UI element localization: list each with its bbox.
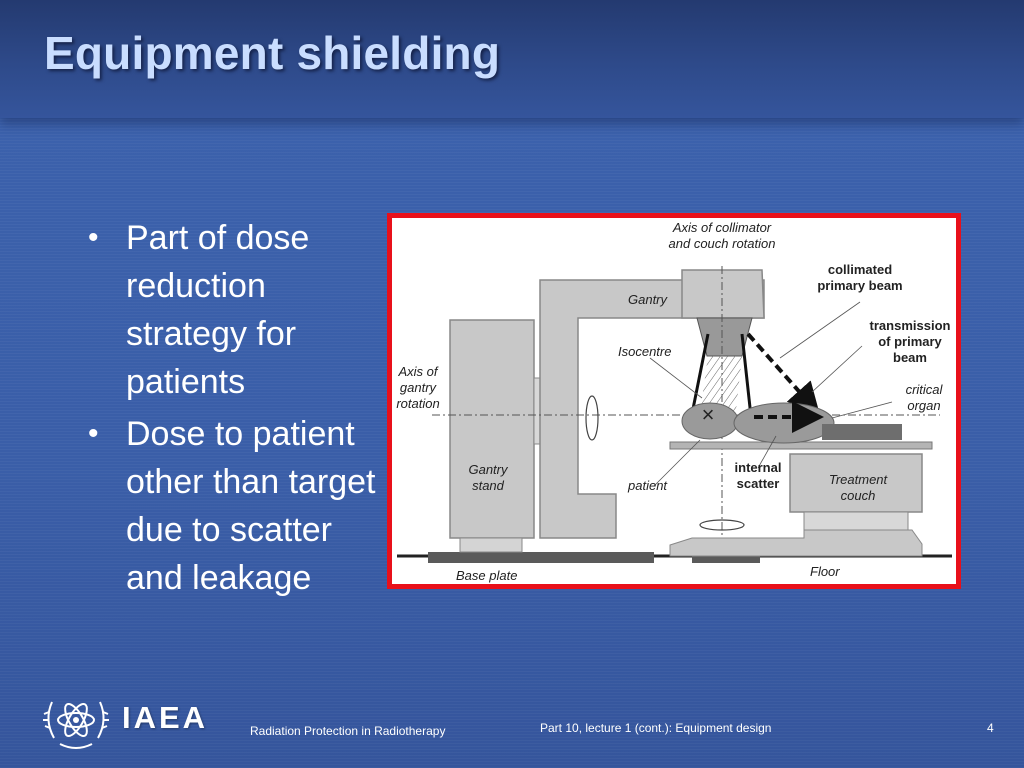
gantry-label: Gantry: [628, 292, 668, 307]
isocentre-marker: ×: [701, 402, 715, 427]
base-plate: [428, 552, 654, 563]
page-number: 4: [987, 721, 994, 735]
gantry-stand: [450, 320, 534, 538]
patient-body: [734, 403, 834, 443]
internal-scatter-label: scatter: [736, 476, 780, 491]
transmission-arrow: [748, 334, 812, 406]
transmission-label: of primary: [878, 334, 942, 349]
axis-gantry-label: Axis of: [398, 364, 438, 379]
bullet-item: [88, 214, 388, 406]
bullet-list: [88, 214, 388, 606]
couch-pedestal: [804, 512, 908, 530]
bullet-icon: •: [88, 417, 99, 450]
patient-label: patient: [628, 478, 668, 493]
iaea-logo-icon: [40, 684, 112, 756]
bullet-text: Part of dose reduction strategy for patients: [126, 219, 310, 401]
axis-gantry-label: rotation: [396, 396, 440, 411]
transmission-label: beam: [893, 350, 927, 365]
critical-organ-label: critical: [905, 382, 943, 397]
footer-lecture-title: Part 10, lecture 1 (cont.): Equipment design: [540, 721, 772, 735]
isocentre-label: Isocentre: [618, 344, 672, 359]
iaea-wordmark: IAEA: [122, 700, 209, 735]
axis-collimator-label: Axis of collimator: [672, 220, 772, 235]
collimated-beam-label: collimated: [827, 262, 893, 277]
transmission-label: transmission: [869, 318, 951, 333]
bullet-icon: •: [88, 221, 99, 254]
couch-turntable: [670, 530, 922, 556]
collimated-beam-label: primary beam: [817, 278, 903, 293]
gantry-rotation-icon: [586, 396, 598, 440]
critical-organ: [822, 424, 902, 440]
gantry-head: [682, 270, 764, 318]
critical-organ-label: organ: [907, 398, 941, 413]
floor-label: Floor: [810, 564, 840, 579]
treatment-couch-label: Treatment: [828, 472, 888, 487]
shielding-diagram: [392, 218, 956, 584]
gantry-stand-label: stand: [472, 478, 504, 493]
slide-title: Equipment shielding: [44, 27, 501, 79]
bullet-text: Dose to patient other than target due to scatter and leakage: [126, 415, 376, 597]
shielding-diagram-frame: [387, 213, 961, 589]
treatment-couch-label: couch: [840, 488, 876, 503]
gantry-stand-foot: [460, 538, 522, 552]
couch-top: [670, 442, 932, 449]
gantry-stand-label: Gantry: [468, 462, 508, 477]
footer-course-title: Radiation Protection in Radiotherapy: [250, 724, 446, 738]
base-plate-label: Base plate: [456, 568, 518, 583]
axis-gantry-label: gantry: [399, 380, 437, 395]
axis-collimator-label: and couch rotation: [668, 236, 776, 251]
internal-scatter-label: internal: [734, 460, 782, 475]
bullet-item: [88, 410, 388, 602]
